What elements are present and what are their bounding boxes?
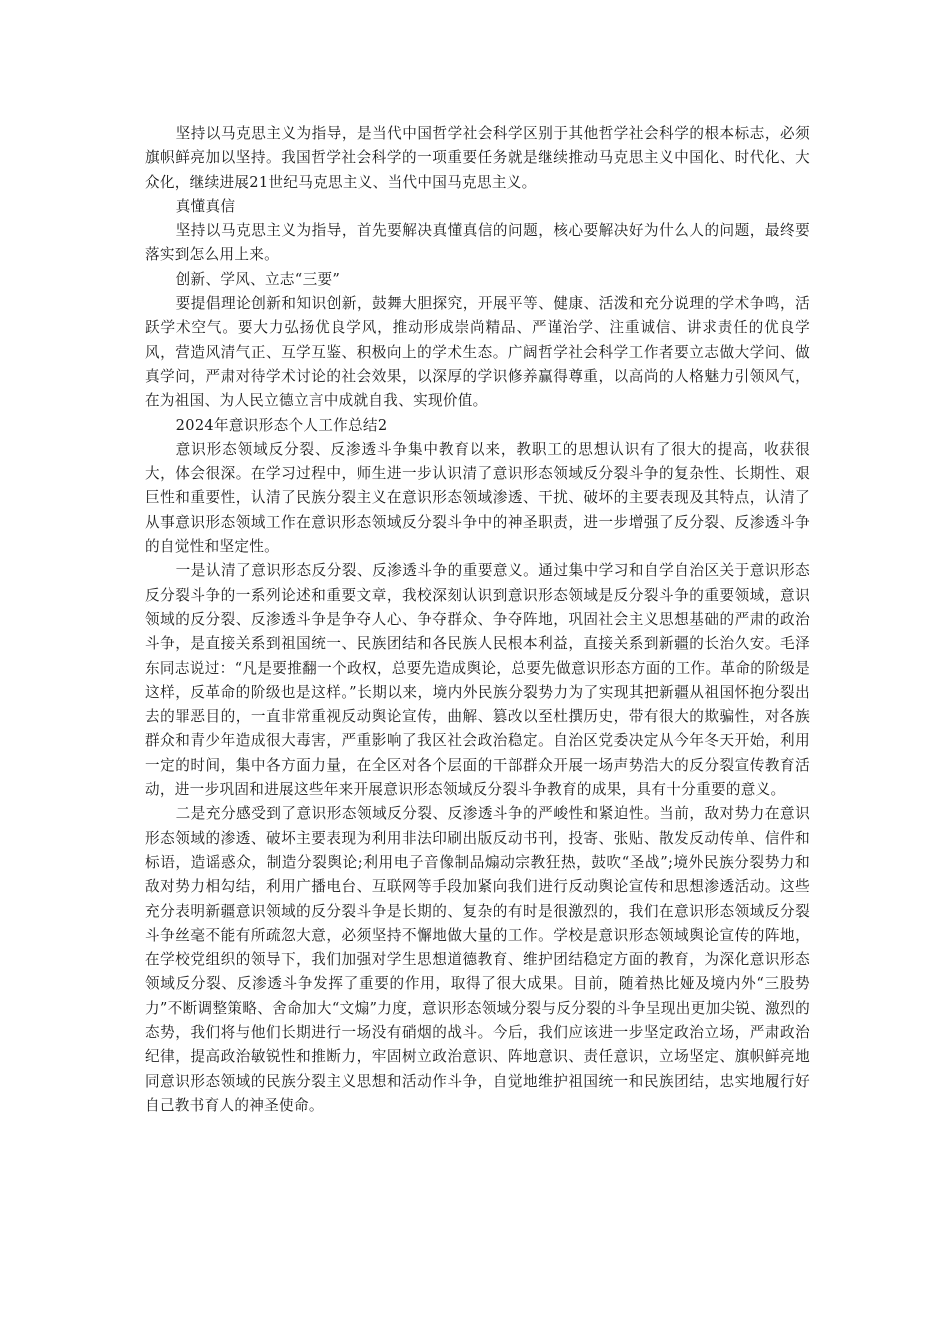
- paragraph-true-understanding: 坚持以马克思主义为指导，首先要解决真懂真信的问题，核心要解决好为什么人的问题，最终要落实到怎么用上来。: [145, 222, 810, 264]
- paragraph-point-one: 一是认清了意识形态反分裂、反渗透斗争的重要意义。通过集中学习和自学自治区关于意识形态反分裂斗争的一系列论述和重要文章，我校深刻认识到意识形态领域是反分裂斗争的重要领域，意识领域的反分裂、反渗透斗争是争夺人心、争夺群众、争夺阵地，巩固社会主义思想基础的严肃的政治斗争，是直接关系到祖国统一、民族团结和各民族人民根本利益，直接关系到新疆的长治久安。毛泽东同志说过：“凡是要推翻一个政权，总要先造成舆论，总要先做意识形态方面的工作。革命的阶级是这样，反革命的阶级也是这样。”长期以来，境内外民族分裂势力为了实现其把新疆从祖国怀抱分裂出去的罪恶目的，一直非常重视反动舆论宣传，曲解、篡改以至杜撰历史，带有很大的欺骗性，对各族群众和青少年造成很大毒害，严重影响了我区社会政治稳定。自治区党委决定从今年冬天开始，利用一定的时间，集中各方面力量，在全区对各个层面的干部群众开展一场声势浩大的反分裂宣传教育活动，进一步巩固和进展这些年来开展意识形态领域反分裂斗争教育的成果，具有十分重要的意义。: [145, 562, 810, 799]
- paragraph-marxism-guidance: 坚持以马克思主义为指导，是当代中国哲学社会科学区别于其他哲学社会科学的根本标志，必须旗帜鲜亮加以坚持。我国哲学社会科学的一项重要任务就是继续推动马克思主义中国化、时代化、大众化，继续进展21世纪马克思主义、当代中国马克思主义。: [145, 125, 810, 191]
- heading-three-requirements: 创新、学风、立志“三要”: [175, 270, 341, 288]
- paragraph-education-intro: 意识形态领域反分裂、反渗透斗争集中教育以来，教职工的思想认识有了很大的提高，收获很大，体会很深。在学习过程中，师生进一步认识清了意识形态领域反分裂斗争的复杂性、长期性、艰巨性和重要性，认清了民族分裂主义在意识形态领域渗透、干扰、破坏的主要表现及其特点，认清了从事意识形态领域工作在意识形态领域反分裂斗争中的神圣职责，进一步增强了反分裂、反渗透斗争的自觉性和坚定性。: [145, 440, 810, 556]
- heading-work-summary-2: 2024年意识形态个人工作总结2: [175, 416, 388, 434]
- paragraph-innovation-study-style: 要提倡理论创新和知识创新，鼓舞大胆探究，开展平等、健康、活泼和充分说理的学术争鸣，活跃学术空气。要大力弘扬优良学风，推动形成崇尚精品、严谨治学、注重诚信、讲求责任的优良学风，营造风清气正、互学互鉴、积极向上的学术生态。广阔哲学社会科学工作者要立志做大学问、做真学问，严肃对待学术讨论的社会效果，以深厚的学识修养赢得尊重，以高尚的人格魅力引领风气，在为祖国、为人民立德立言中成就自我、实现价值。: [145, 295, 810, 410]
- paragraph-point-two: 二是充分感受到了意识形态领域反分裂、反渗透斗争的严峻性和紧迫性。当前，敌对势力在意识形态领域的渗透、破坏主要表现为利用非法印刷出版反动书刊，投寄、张贴、散发反动传单、信件和标语，造谣惑众，制造分裂舆论;利用电子音像制品煽动宗教狂热，鼓吹“圣战”;境外民族分裂势力和敌对势力相勾结，利用广播电台、互联网等手段加紧向我们进行反动舆论宣传和思想渗透活动。这些充分表明新疆意识领域的反分裂斗争是长期的、复杂的有时是很激烈的，我们在意识形态领域反分裂斗争丝毫不能有所疏忽大意，必须坚持不懈地做大量的工作。学校是意识形态领域舆论宣传的阵地，在学校党组织的领导下，我们加强对学生思想道德教育、维护团结稳定方面的教育，为深化意识形态领域反分裂、反渗透斗争发挥了重要的作用，取得了很大成果。目前，随着热比娅及境内外“三股势力”不断调整策略、舍命加大“文煽”力度，意识形态领域分裂与反分裂的斗争呈现出更加尖锐、激烈的态势，我们将与他们长期进行一场没有硝烟的战斗。今后，我们应该进一步坚定政治立场，严肃政治纪律，提高政治敏锐性和推断力，牢固树立政治意识、阵地意识、责任意识，立场坚定、旗帜鲜亮地同意识形态领域的民族分裂主义思想和活动作斗争，自觉地维护祖国统一和民族团结，忠实地履行好自己教书育人的神圣使命。: [145, 805, 810, 1114]
- heading-true-understanding: 真懂真信: [175, 197, 236, 215]
- document-body: [145, 122, 810, 1118]
